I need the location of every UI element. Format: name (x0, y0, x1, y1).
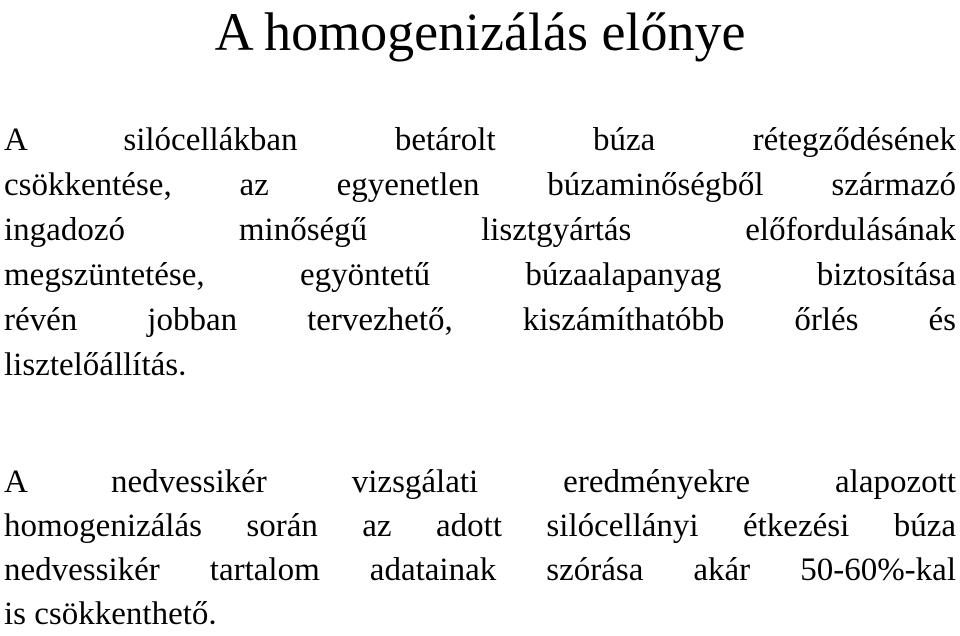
paragraph-line: is csökkenthető. (4, 596, 217, 632)
paragraph-line: nedvessikér tartalom adatainak szórása akár 50-60%-kal (4, 552, 956, 588)
paragraph-stratification (4, 118, 956, 388)
paragraph-gluten (4, 460, 956, 636)
slide-title: A homogenizálás előnye (214, 2, 746, 62)
paragraph-line: lisztelőállítás. (4, 347, 187, 383)
paragraph-line: révén jobban tervezhető, kiszámíthatóbb őrlés és (4, 302, 956, 338)
paragraph-line: megszüntetése, egyöntetű búzaalapanyag biztosítása (4, 257, 956, 293)
paragraph-line: csökkentése, az egyenetlen búzaminőségből származó (4, 167, 956, 203)
paragraph-line: ingadozó minőségű lisztgyártás előfordulásának (4, 212, 956, 248)
paragraph-line: homogenizálás során az adott silócellányi étkezési búza (4, 508, 956, 544)
paragraph-line: A silócellákban betárolt búza rétegződésének (4, 122, 956, 158)
paragraph-line: A nedvessikér vizsgálati eredményekre alapozott (4, 464, 956, 500)
